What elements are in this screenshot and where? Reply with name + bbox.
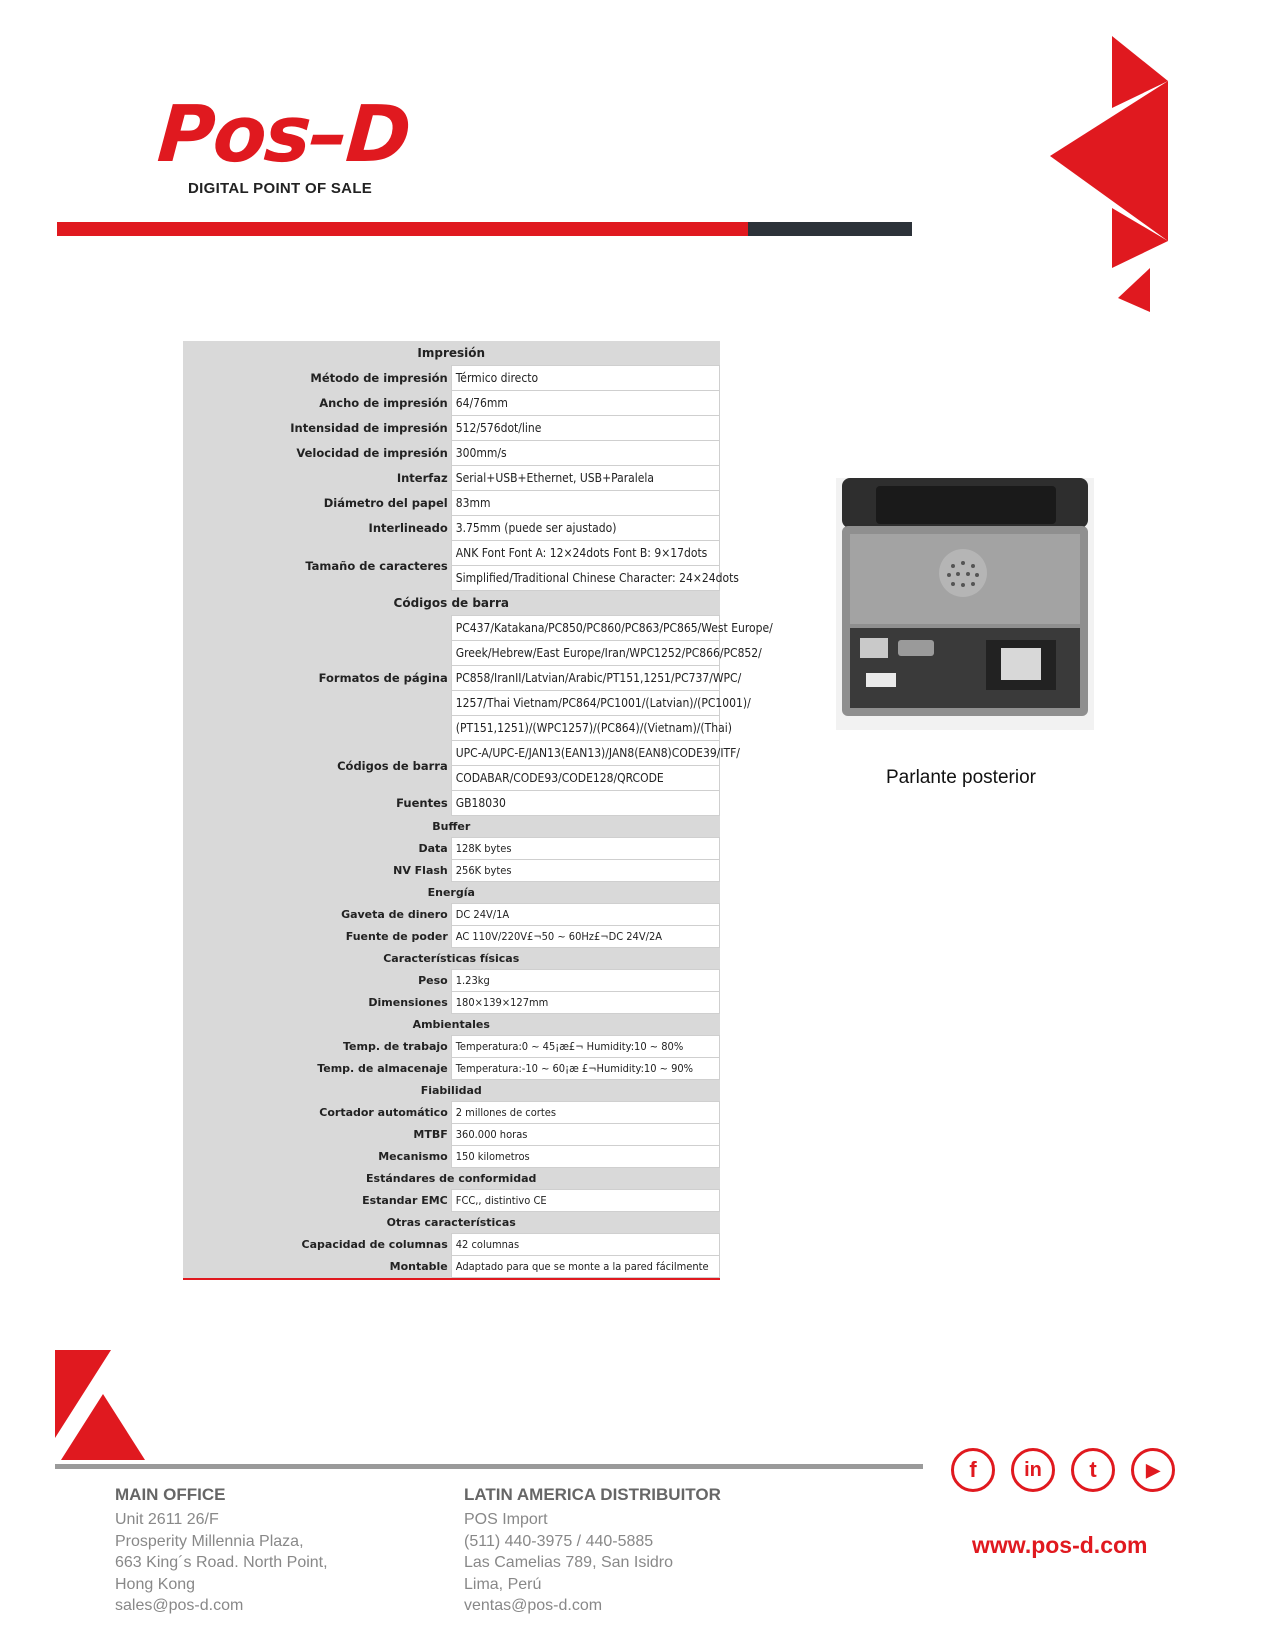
photo-caption: Parlante posterior	[886, 767, 1036, 788]
spec-row	[183, 1058, 720, 1080]
main-office-email[interactable]: sales@pos-d.com	[115, 1597, 244, 1615]
spec-section-header: Impresión	[183, 341, 720, 366]
spec-row	[183, 516, 720, 541]
spec-value: GB18030	[451, 791, 719, 816]
spec-row	[183, 741, 720, 766]
printer-illustration	[836, 478, 1094, 730]
spec-value: 42 columnas	[451, 1234, 719, 1256]
spec-label: Mecanismo	[183, 1146, 451, 1168]
spec-section-header: Códigos de barra	[183, 591, 720, 616]
main-office-line: Hong Kong	[115, 1575, 196, 1593]
spec-value: ANK Font Font A: 12×24dots Font B: 9×17dots	[451, 541, 719, 566]
spec-label: Fuente de poder	[183, 926, 451, 948]
spec-label: Capacidad de columnas	[183, 1234, 451, 1256]
spec-row	[183, 926, 720, 948]
spec-row	[183, 860, 720, 882]
main-office-line: Prosperity Millennia Plaza,	[115, 1532, 304, 1550]
spec-label: Temp. de trabajo	[183, 1036, 451, 1058]
spec-label: Tamaño de caracteres	[183, 541, 451, 591]
spec-value: 83mm	[451, 491, 719, 516]
logo: Pos–D	[154, 90, 413, 180]
spec-value: 256K bytes	[451, 860, 719, 882]
facebook-icon[interactable]: f	[951, 1448, 995, 1492]
spec-section-header: Energía	[183, 882, 720, 904]
spec-row	[183, 491, 720, 516]
spec-label: MTBF	[183, 1124, 451, 1146]
distributor-email[interactable]: ventas@pos-d.com	[464, 1597, 603, 1615]
spec-value: AC 110V/220V£¬50 ~ 60Hz£¬DC 24V/2A	[451, 926, 719, 948]
spec-row	[183, 541, 720, 566]
website-link[interactable]: www.pos-d.com	[972, 1532, 1148, 1558]
spec-value: Adaptado para que se monte a la pared fácilmente	[451, 1256, 719, 1278]
spec-label: Temp. de almacenaje	[183, 1058, 451, 1080]
spec-value: 300mm/s	[451, 441, 719, 466]
spec-row	[183, 466, 720, 491]
spec-value: Térmico directo	[451, 366, 719, 391]
spec-label: Cortador automático	[183, 1102, 451, 1124]
spec-label: NV Flash	[183, 860, 451, 882]
spec-section-header: Ambientales	[183, 1014, 720, 1036]
spec-value: 1257/Thai Vietnam/PC864/PC1001/(Latvian)/(PC1001)/	[451, 691, 719, 716]
spec-row	[183, 1190, 720, 1212]
header-bar-red	[57, 222, 748, 236]
spec-row	[183, 791, 720, 816]
distributor-title: LATIN AMERICA DISTRIBUITOR	[464, 1485, 721, 1504]
spec-row	[183, 1234, 720, 1256]
spec-value: Simplified/Traditional Chinese Character: 24×24dots	[451, 566, 719, 591]
printer-back-photo	[836, 478, 1094, 730]
twitter-icon[interactable]: t	[1071, 1448, 1115, 1492]
spec-value: DC 24V/1A	[451, 904, 719, 926]
spec-label: Ancho de impresión	[183, 391, 451, 416]
spec-value: 180×139×127mm	[451, 992, 719, 1014]
distributor-line: Lima, Perú	[464, 1575, 542, 1593]
spec-value: Greek/Hebrew/East Europe/Iran/WPC1252/PC866/PC852/	[451, 641, 719, 666]
spec-value: Serial+USB+Ethernet, USB+Paralela	[451, 466, 719, 491]
spec-row	[183, 1036, 720, 1058]
spec-label: Códigos de barra	[183, 741, 451, 791]
decorative-triangle-footer	[55, 1350, 155, 1460]
logo-tagline: DIGITAL POINT OF SALE	[188, 180, 373, 197]
distributor-line: Las Camelias 789, San Isidro	[464, 1554, 673, 1572]
spec-value: CODABAR/CODE93/CODE128/QRCODE	[451, 766, 719, 791]
table-bottom-line	[183, 1278, 720, 1280]
spec-label: Método de impresión	[183, 366, 451, 391]
spec-row	[183, 1102, 720, 1124]
spec-row	[183, 1124, 720, 1146]
spec-row	[183, 904, 720, 926]
main-office-line: 663 King´s Road. North Point,	[115, 1554, 328, 1572]
spec-value: PC437/Katakana/PC850/PC860/PC863/PC865/West Europe/	[451, 616, 719, 641]
header-bar-dark	[748, 222, 912, 236]
spec-table-grid	[183, 341, 773, 1278]
main-office-line: Unit 2611 26/F	[115, 1511, 219, 1528]
spec-row	[183, 366, 720, 391]
spec-label: Intensidad de impresión	[183, 416, 451, 441]
spec-section-header: Otras características	[183, 1212, 720, 1234]
spec-value: FCC,, distintivo CE	[451, 1190, 719, 1212]
spec-row	[183, 1146, 720, 1168]
distributor-phone: (511) 440-3975 / 440-5885	[464, 1532, 654, 1550]
main-office-title: MAIN OFFICE	[115, 1485, 226, 1504]
spec-label: Data	[183, 838, 451, 860]
spec-value: 2 millones de cortes	[451, 1102, 719, 1124]
spec-row	[183, 838, 720, 860]
spec-row	[183, 970, 720, 992]
distributor-line: POS Import	[464, 1511, 548, 1528]
spec-row	[183, 616, 720, 641]
spec-row	[183, 441, 720, 466]
spec-row	[183, 1256, 720, 1278]
spec-row	[183, 992, 720, 1014]
spec-value: 64/76mm	[451, 391, 719, 416]
spec-label: Interlineado	[183, 516, 451, 541]
spec-section-header: Características físicas	[183, 948, 720, 970]
spec-value: 3.75mm (puede ser ajustado)	[451, 516, 719, 541]
spec-label: Montable	[183, 1256, 451, 1278]
spec-value: Temperatura:-10 ~ 60¡æ £¬Humidity:10 ~ 90%	[451, 1058, 719, 1080]
linkedin-icon[interactable]: in	[1011, 1448, 1055, 1492]
spec-section-header: Fiabilidad	[183, 1080, 720, 1102]
spec-label: Velocidad de impresión	[183, 441, 451, 466]
spec-value: 1.23kg	[451, 970, 719, 992]
spec-section-header: Buffer	[183, 816, 720, 838]
spec-value: 150 kilometros	[451, 1146, 719, 1168]
spec-label: Interfaz	[183, 466, 451, 491]
decorative-triangles-top	[1050, 36, 1210, 316]
spec-label: Dimensiones	[183, 992, 451, 1014]
spec-label: Formatos de página	[183, 616, 451, 741]
spec-value: UPC-A/UPC-E/JAN13(EAN13)/JAN8(EAN8)CODE39/ITF/	[451, 741, 719, 766]
spec-row	[183, 416, 720, 441]
youtube-icon[interactable]: ▶	[1131, 1448, 1175, 1492]
spec-value: 360.000 horas	[451, 1124, 719, 1146]
spec-label: Peso	[183, 970, 451, 992]
spec-label: Fuentes	[183, 791, 451, 816]
spec-table	[183, 341, 773, 1280]
spec-label: Gaveta de dinero	[183, 904, 451, 926]
spec-section-header: Estándares de conformidad	[183, 1168, 720, 1190]
spec-label: Estandar EMC	[183, 1190, 451, 1212]
spec-value: 128K bytes	[451, 838, 719, 860]
spec-value: Temperatura:0 ~ 45¡æ£¬ Humidity:10 ~ 80%	[451, 1036, 719, 1058]
main-office-block	[115, 1485, 328, 1617]
spec-row	[183, 391, 720, 416]
spec-value: (PT151,1251)/(WPC1257)/(PC864)/(Vietnam)/(Thai)	[451, 716, 719, 741]
spec-value: 512/576dot/line	[451, 416, 719, 441]
footer-divider	[55, 1464, 923, 1469]
spec-value: PC858/IranII/Latvian/Arabic/PT151,1251/PC737/WPC/	[451, 666, 719, 691]
distributor-block	[464, 1485, 721, 1617]
spec-label: Diámetro del papel	[183, 491, 451, 516]
